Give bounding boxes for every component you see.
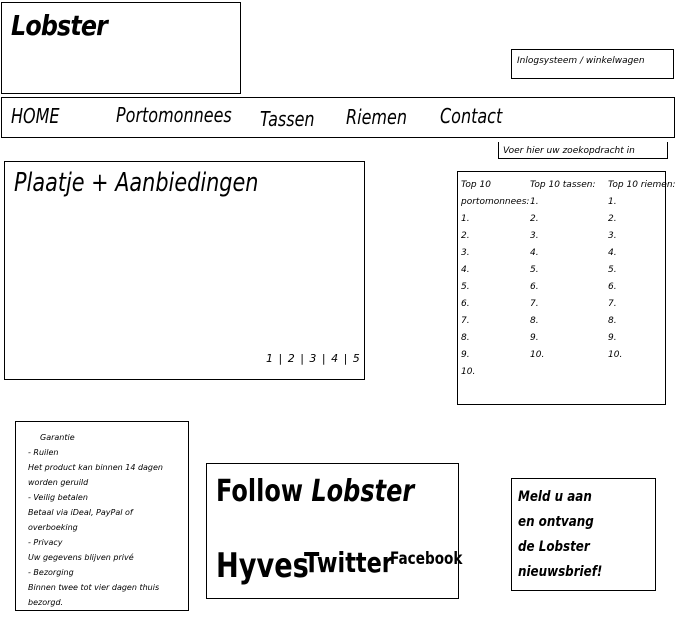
nav-portomonnees[interactable]: Portomonnees: [116, 103, 232, 127]
banner-offers[interactable]: [4, 161, 365, 380]
list-item[interactable]: 7.: [461, 316, 470, 326]
newsletter-panel[interactable]: [511, 478, 656, 591]
list-item[interactable]: 1.: [530, 197, 539, 207]
guarantee-line: Binnen twee tot vier dagen thuis bezorgd.: [28, 583, 160, 607]
list-item[interactable]: 5.: [608, 265, 617, 275]
top10-belts-heading: Top 10 riemen:: [608, 180, 676, 190]
guarantee-line: - Ruilen: [28, 448, 59, 457]
follow-label: Follow: [216, 474, 304, 509]
list-item[interactable]: 6.: [608, 282, 617, 292]
banner-pager[interactable]: 1 | 2 | 3 | 4 | 5: [266, 352, 361, 365]
guarantee-title: Garantie: [40, 433, 75, 442]
search-box: [498, 142, 668, 159]
list-item[interactable]: 4.: [608, 248, 617, 258]
nav-riemen[interactable]: Riemen: [346, 105, 407, 129]
login-cart-box[interactable]: [511, 49, 674, 79]
nav-tassen[interactable]: Tassen: [260, 107, 315, 131]
nav-home[interactable]: HOME: [11, 104, 60, 128]
top10-panel: [457, 171, 676, 405]
top10-bags-heading: Top 10 tassen:: [530, 180, 596, 190]
facebook-link[interactable]: Facebook: [390, 549, 463, 569]
top10-bags: [530, 177, 595, 364]
list-item[interactable]: 3.: [608, 231, 617, 241]
login-cart-label[interactable]: Inlogsysteem / winkelwagen: [517, 56, 645, 66]
list-item[interactable]: 8.: [461, 333, 470, 343]
list-item[interactable]: 2.: [608, 214, 617, 224]
follow-heading: [216, 474, 414, 509]
list-item[interactable]: 6.: [461, 299, 470, 309]
list-item[interactable]: 8.: [530, 316, 539, 326]
main-nav: [1, 97, 675, 138]
guarantee-line: - Bezorging: [28, 568, 74, 577]
top10-wallets: [461, 177, 529, 381]
list-item[interactable]: 9.: [461, 350, 470, 360]
list-item[interactable]: 10.: [530, 350, 545, 360]
list-item[interactable]: 5.: [461, 282, 470, 292]
twitter-link[interactable]: Twitter: [304, 546, 393, 579]
logo-box: [1, 2, 241, 94]
list-item[interactable]: 2.: [461, 231, 470, 241]
guarantee-panel: [15, 421, 189, 611]
search-input[interactable]: [503, 145, 663, 157]
top10-wallets-heading: Top 10: [461, 180, 491, 190]
site-logo[interactable]: Lobster: [11, 9, 108, 42]
list-item[interactable]: 5.: [530, 265, 539, 275]
list-item[interactable]: 7.: [530, 299, 539, 309]
list-item[interactable]: 2.: [530, 214, 539, 224]
nav-contact[interactable]: Contact: [440, 104, 503, 128]
list-item[interactable]: 8.: [608, 316, 617, 326]
guarantee-line: Betaal via iDeal, PayPal of overboeking: [28, 508, 133, 532]
list-item[interactable]: 7.: [608, 299, 617, 309]
list-item[interactable]: 1.: [461, 214, 470, 224]
list-item[interactable]: 6.: [530, 282, 539, 292]
list-item[interactable]: 1.: [608, 197, 617, 207]
guarantee-line: Het product kan binnen 14 dagen worden geruild: [28, 463, 164, 487]
follow-brand: Lobster: [311, 474, 415, 509]
guarantee-line: Uw gegevens blijven privé: [28, 553, 134, 562]
guarantee-content: [28, 430, 180, 610]
list-item[interactable]: 3.: [461, 248, 470, 258]
list-item[interactable]: 9.: [530, 333, 539, 343]
list-item[interactable]: 4.: [530, 248, 539, 258]
top10-wallets-heading: portomonnees:: [461, 197, 530, 207]
newsletter-signup-text[interactable]: Meld u aan en ontvang de Lobster nieuwsbrief!: [518, 489, 603, 580]
top10-belts: [608, 177, 676, 364]
list-item[interactable]: 4.: [461, 265, 470, 275]
social-panel: [206, 463, 463, 599]
list-item[interactable]: 3.: [530, 231, 539, 241]
list-item[interactable]: 10.: [608, 350, 623, 360]
list-item[interactable]: 10.: [461, 367, 476, 377]
guarantee-line: - Veilig betalen: [28, 493, 88, 502]
hyves-link[interactable]: Hyves: [216, 546, 309, 586]
guarantee-line: - Privacy: [28, 538, 63, 547]
banner-title: Plaatje + Aanbiedingen: [14, 168, 259, 198]
list-item[interactable]: 9.: [608, 333, 617, 343]
